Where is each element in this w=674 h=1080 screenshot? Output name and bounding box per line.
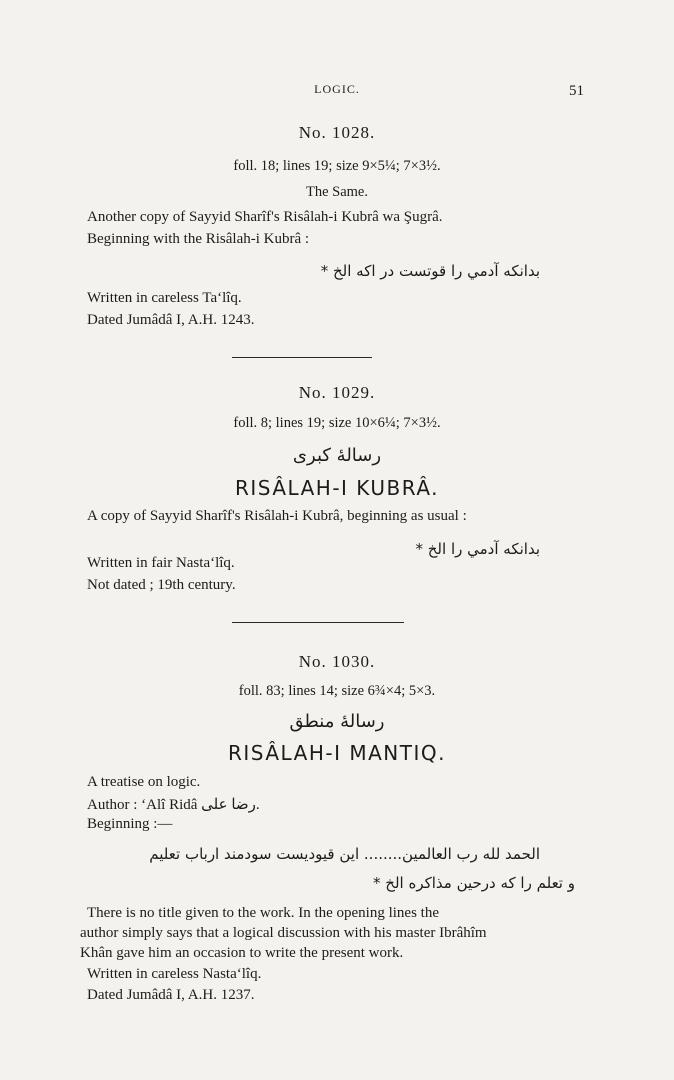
entry-1029-foll: foll. 8; lines 19; size 10×6¼; 7×3½. <box>233 415 441 431</box>
entry-number-1029: No. 1029. <box>298 383 376 402</box>
entry-1029-arabic: بدانکه آدمي را الخ * <box>415 540 540 558</box>
page-number: 51 <box>569 83 584 99</box>
section-divider-2 <box>232 622 404 623</box>
entry-1029-title: RISÂLAH-I KUBRÂ. <box>234 476 440 500</box>
entry-1028-written: Written in careless Ta‘lîq. <box>87 290 242 306</box>
entry-1030-arabic-line2: و تعلم را که درحين مذاکره الخ * <box>373 874 575 892</box>
entry-number-1028: No. 1028. <box>298 123 376 142</box>
entry-1030-arabic-line1: الحمد لله رب العالمين........ اين قيوديست سودمند ارباب تعليم <box>149 845 540 863</box>
entry-1030-foll: foll. 83; lines 14; size 6¾×4; 5×3. <box>238 683 436 699</box>
entry-1028-title: The Same. <box>305 184 368 200</box>
entry-1029-dated: Not dated ; 19th century. <box>87 577 236 593</box>
entry-number-1030: No. 1030. <box>298 652 376 671</box>
entry-1030-beginning: Beginning :— <box>87 816 173 832</box>
entry-1029-line1: A copy of Sayyid Sharîf's Risâlah-i Kubrâ, beginning as usual : <box>87 508 467 524</box>
entry-1028-line2: Beginning with the Risâlah-i Kubrâ : <box>87 231 310 247</box>
entry-1029-written: Written in fair Nasta‘lîq. <box>87 555 235 571</box>
entry-1030-title: RISÂLAH-I MANTIQ. <box>228 741 446 765</box>
entry-1030-written: Written in careless Nasta‘lîq. <box>87 966 262 982</box>
section-divider-1 <box>232 357 372 358</box>
entry-1028-foll: foll. 18; lines 19; size 9×5¼; 7×3½. <box>233 158 441 174</box>
entry-1030-para-line1: There is no title given to the work. In the opening lines the <box>87 905 440 921</box>
entry-1030-dated: Dated Jumâdâ I, A.H. 1237. <box>87 987 255 1003</box>
entry-1030-line1: A treatise on logic. <box>87 774 201 790</box>
entry-1030-arabic-title: رسالهٔ منطق <box>289 711 385 732</box>
running-head: LOGIC. <box>314 82 360 96</box>
entry-1029-arabic-title: رسالهٔ کبری <box>292 445 382 466</box>
entry-1028-line1: Another copy of Sayyid Sharîf's Risâlah-i Kubrâ wa Şugrâ. <box>87 209 443 225</box>
entry-1030-para-line3: Khân gave him an occasion to write the present work. <box>80 945 404 961</box>
entry-1030-para-line2: author simply says that a logical discussion with his master Ibrâhîm <box>80 925 487 941</box>
entry-1028-arabic: بدانکه آدمي را قوتست در اکه الخ * <box>320 262 540 280</box>
entry-1028-dated: Dated Jumâdâ I, A.H. 1243. <box>87 312 255 328</box>
entry-1030-author: Author : ‘Alî Ridâ رضا علی. <box>87 797 260 813</box>
